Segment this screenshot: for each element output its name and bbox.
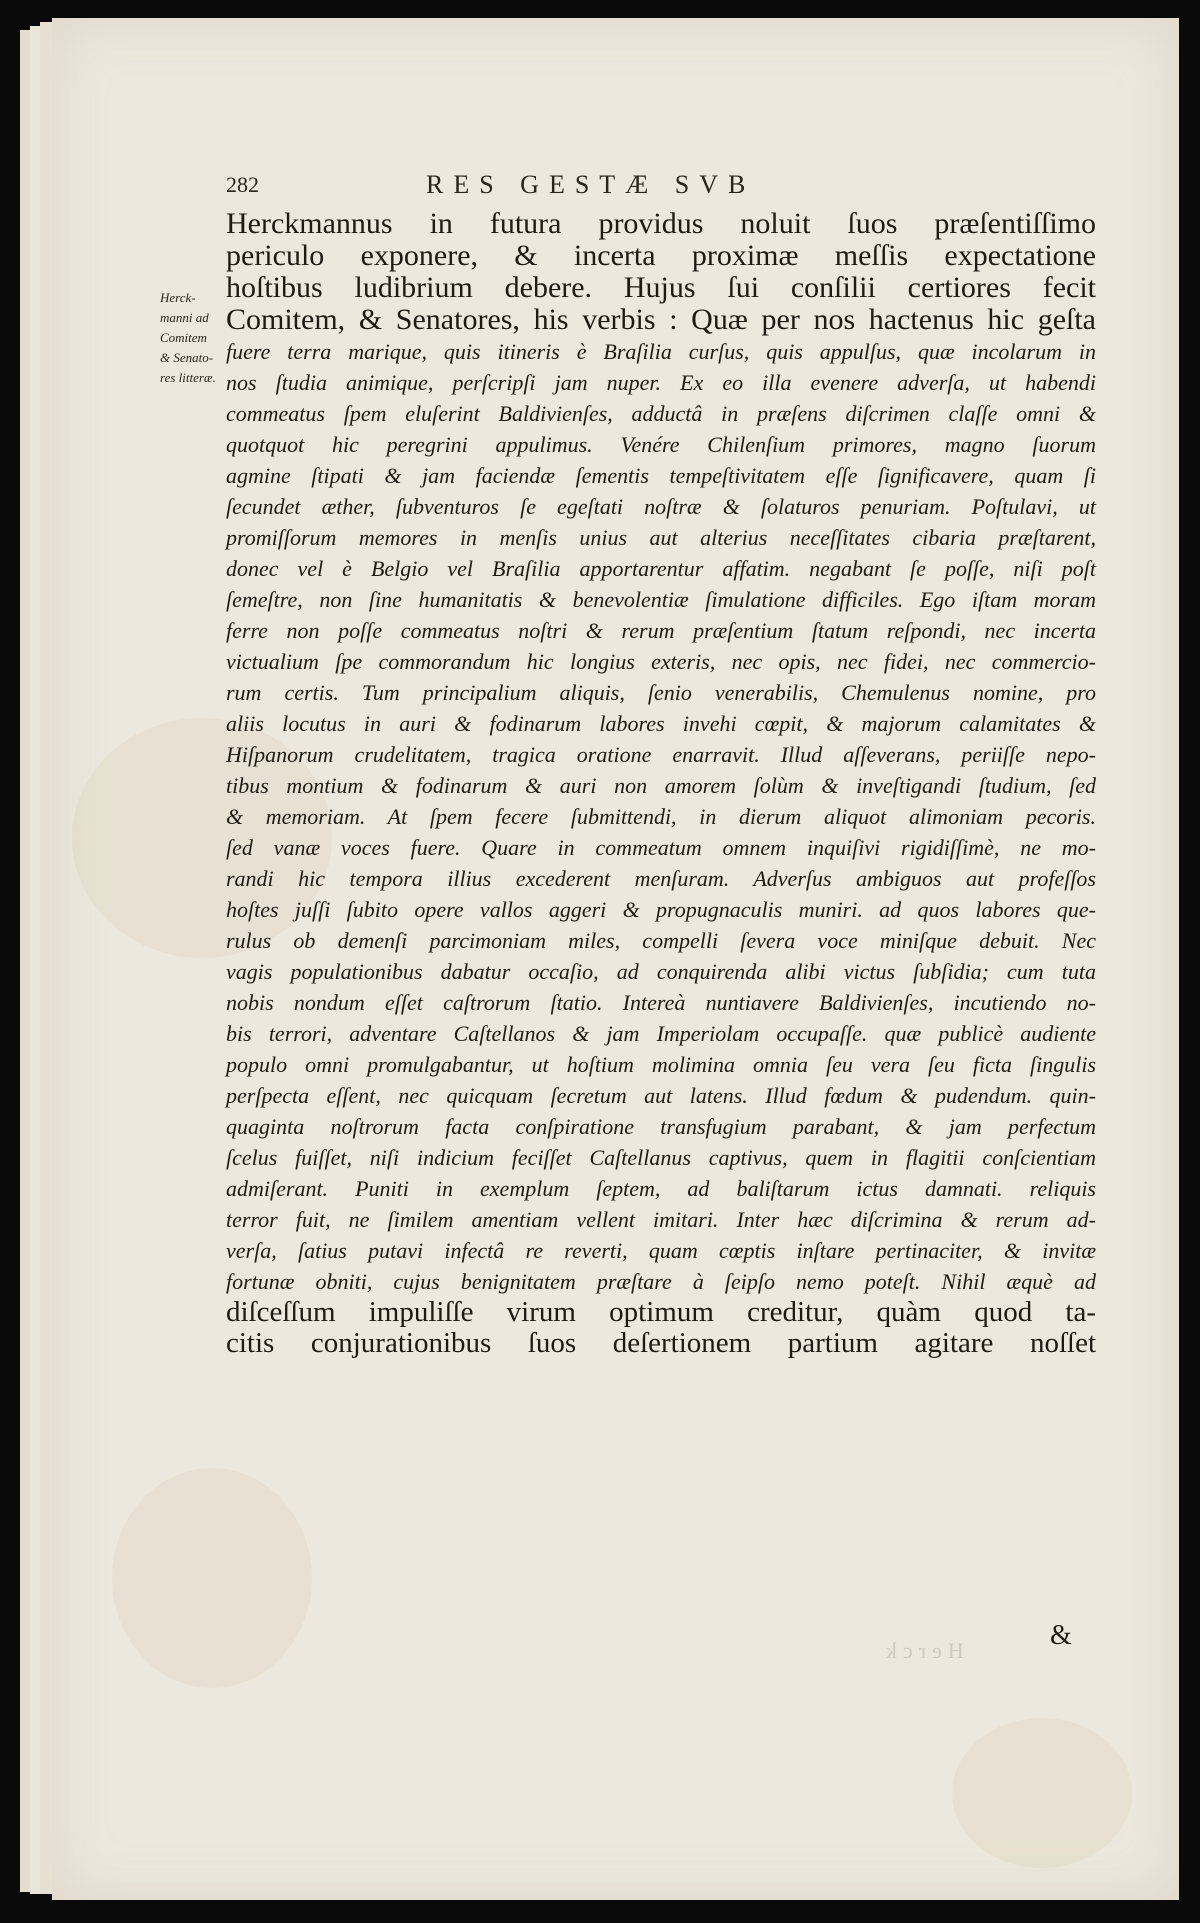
text-line: Herckmannus in futura providus noluit ſuos præſentiſſimo — [226, 207, 1096, 240]
text-line: vagis populationibus dabatur occaſio, ad conquirenda alibi victus ſubſidia; cum tuta — [226, 959, 1096, 984]
text-line: verſa, ſatius putavi infectâ re reverti, quam cœptis inſtare pertinaciter, & invitæ — [226, 1238, 1096, 1263]
marginal-note-line: & Senato- — [160, 350, 214, 365]
text-line: populo omni promulgabantur, ut hoſtium molimina omnia ſeu vera ſeu ficta ſingulis — [226, 1052, 1096, 1077]
text-line: nos ſtudia animique, perſcripſi jam nuper. Ex eo illa evenere adverſa, ut habendi — [226, 370, 1096, 395]
text-line: quaginta noſtrorum facta conſpiratione transfugium parabant, & jam perfectum — [226, 1114, 1096, 1139]
body-text — [226, 208, 1096, 1359]
text-line: hoſtibus ludibrium debere. Hujus ſui conſilii certiores fecit — [226, 271, 1096, 304]
text-line: nobis nondum eſſet caſtrorum ſtatio. Intereà nuntiavere Baldivienſes, incutiendo no- — [226, 990, 1096, 1015]
text-line: rulus ob demenſi parcimoniam miles, compelli ſevera voce miniſque debuit. Nec — [226, 928, 1096, 953]
text-line: ſcelus fuiſſet, niſi indicium feciſſet Caſtellanus captivus, quem in flagitii conſcientiam — [226, 1145, 1096, 1170]
text-line: aliis locutus in auri & fodinarum labores invehi cœpit, & majorum calamitates & — [226, 711, 1096, 736]
paper-stain — [952, 1718, 1132, 1868]
catchword: & — [1050, 1620, 1072, 1651]
text-line: promiſſorum memores in menſis unius aut alterius neceſſitates cibaria præſtarent, — [226, 525, 1096, 550]
text-line: commeatus ſpem eluſerint Baldivienſes, adductâ in præſens diſcrimen claſſe omni & — [226, 401, 1096, 426]
text-line: randi hic tempora illius excederent menſuram. Adverſus ambiguos aut profeſſos — [226, 866, 1096, 891]
text-line: terror fuit, ne ſimilem amentiam vellent imitari. Inter hæc diſcrimina & rerum ad- — [226, 1207, 1096, 1232]
text-line: donec vel è Belgio vel Braſilia apportarentur affatim. negabant ſe poſſe, niſi poſt — [226, 556, 1096, 581]
marginal-note-line: Comitem — [160, 330, 207, 345]
marginal-note-line: Herck- — [160, 290, 196, 305]
text-line: quotquot hic peregrini appulimus. Venére Chilenſium primores, magno ſuorum — [226, 432, 1096, 457]
text-line: victualium ſpe commorandum hic longius exteris, nec opis, nec fidei, nec commercio- — [226, 649, 1096, 674]
text-line: & memoriam. At ſpem fecere ſubmittendi, in dierum aliquot alimoniam pecoris. — [226, 804, 1096, 829]
text-line: tibus montium & fodinarum & auri non amorem ſolùm & inveſtigandi ſtudium, ſed — [226, 773, 1096, 798]
text-line: perſpecta eſſent, nec quicquam ſecretum aut latens. Illud fœdum & pudendum. quin- — [226, 1083, 1096, 1108]
text-line: citis conjurationibus ſuos deſertionem partium agitare noſſet — [226, 1327, 1096, 1359]
text-line: bis terrori, adventare Caſtellanos & jam Imperiolam occupaſſe. quæ publicè audiente — [226, 1021, 1096, 1046]
marginal-note — [160, 288, 224, 388]
page-header — [226, 172, 1096, 202]
text-line: diſceſſum impuliſſe virum optimum creditur, quàm quod ta- — [226, 1296, 1096, 1328]
page-number: 282 — [226, 172, 259, 197]
text-line: periculo exponere, & incerta proximæ meſſis expectatione — [226, 239, 1096, 272]
text-line: fuere terra marique, quis itineris è Braſilia curſus, quis appulſus, quæ incolarum in — [226, 339, 1096, 364]
text-line: ſecundet æther, ſubventuros ſe egeſtati noſtræ & ſolaturos penuriam. Poſtulavi, ut — [226, 494, 1096, 519]
text-line: Comitem, & Senatores, his verbis : Quæ per nos hactenus hic geſta — [226, 303, 1096, 336]
running-head: RES GESTÆ SVB — [426, 170, 756, 199]
marginal-note-line: manni ad — [160, 310, 209, 325]
text-line: hoſtes juſſi ſubito opere vallos aggeri & propugnaculis muniri. ad quos labores que- — [226, 897, 1096, 922]
paper-stain — [112, 1468, 312, 1688]
text-line: agmine ſtipati & jam faciendæ ſementis tempeſtivitatem eſſe ſignificavere, quam ſi — [226, 463, 1096, 488]
text-line: Hiſpanorum crudelitatem, tragica oratione enarravit. Illud aſſeverans, periiſſe nepo- — [226, 742, 1096, 767]
text-line: admiſerant. Puniti in exemplum ſeptem, ad baliſtarum ictus damnati. reliquis — [226, 1176, 1096, 1201]
marginal-note-line: res litteræ. — [160, 370, 216, 385]
text-line: fortunæ obniti, cujus benignitatem præſtare à ſeipſo nemo poteſt. Nihil æquè ad — [226, 1269, 1096, 1294]
text-line: ferre non poſſe commeatus noſtri & rerum præſentium ſtatum reſpondi, nec incerta — [226, 618, 1096, 643]
text-line: ſemeſtre, non ſine humanitatis & benevolentiæ ſimulatione difficiles. Ego iſtam moram — [226, 587, 1096, 612]
text-line: ſed vanæ voces fuere. Quare in commeatum omnem inquiſivi rigidiſſimè, ne mo- — [226, 835, 1096, 860]
text-line: rum certis. Tum principalium aliquis, ſenio venerabilis, Chemulenus nomine, pro — [226, 680, 1096, 705]
bleed-through-text: Herck — [880, 1638, 964, 1663]
